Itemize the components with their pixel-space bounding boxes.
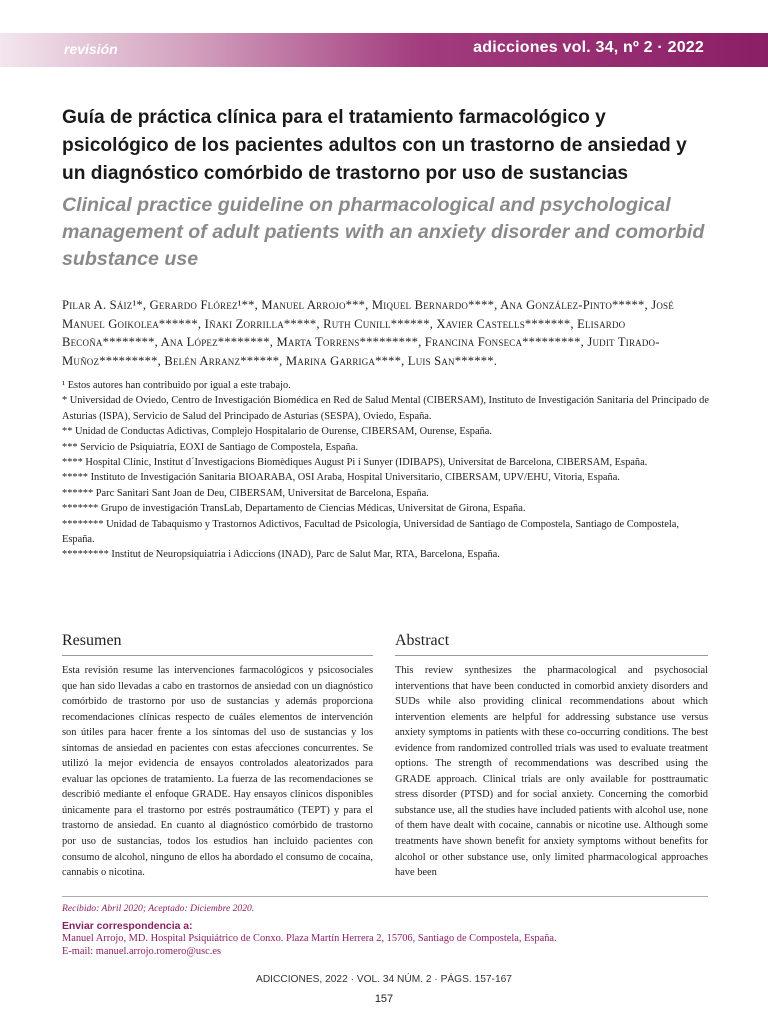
affiliation-item: * Universidad de Oviedo, Centro de Investigación Biomédica en Red de Salud Mental (CIBERSAM), Instituto de Investigación Sanitaria del Principado de Asturias (ISPA), Servicio de Salud del Principado de Asturias (SESPA), Oviedo, España.	[62, 395, 709, 422]
author-list: Pilar A. Sáiz¹*, Gerardo Flórez¹**, Manuel Arrojo***, Miquel Bernardo****, Ana González-Pinto*****, José Manuel Goikolea******, Iñaki Zorrilla*****, Ruth Cunill******, Xavier Castells*******, Elisardo Becoña********, Ana López********, Marta Torrens*********, Francina Fonseca*********, Judit Tirado-Muñoz*********, Belén Arranz******, Marina Garriga****, Luis San******.	[62, 298, 674, 368]
affiliation-item: ********* Institut de Neuropsiquiatria i Adiccions (INAD), Parc de Salut Mar, RTA, Barcelona, España.	[62, 549, 500, 561]
header-band	[0, 33, 768, 67]
footer-citation: ADICCIONES, 2022 · VOL. 34 NÚM. 2 · PÁGS. 157-167	[256, 974, 512, 985]
page-number: 157	[374, 993, 394, 1005]
abstract-rule	[395, 655, 708, 656]
resumen-heading: Resumen	[62, 632, 122, 649]
title-spanish: Guía de práctica clínica para el tratamiento farmacológico y psicológico de los pacientes adultos con un trastorno de ansiedad y un diagnóstico comórbido de trastorno por uso de sustancias	[62, 107, 687, 184]
resumen-rule	[62, 655, 373, 656]
affiliation-item: ******** Unidad de Tabaquismo y Trastornos Adictivos, Facultad de Psicología, Universidad de Santiago de Compostela, Santiago de Compostela, España.	[62, 518, 679, 546]
affiliation-item: ** Unidad de Conductas Adictivas, Complejo Hospitalario de Ourense, CIBERSAM, Ourense, España.	[62, 426, 492, 438]
affiliation-item: ******* Grupo de investigación TransLab, Departamento de Ciencias Médicas, Universitat de Girona, España.	[62, 503, 526, 515]
correspondence-email[interactable]: E-mail: manuel.arrojo.romero@usc.es	[62, 945, 222, 957]
affiliations	[62, 378, 710, 563]
affiliation-item: ****** Parc Sanitari Sant Joan de Deu, CIBERSAM, Universitat de Barcelona, España.	[62, 487, 429, 499]
affiliation-item: **** Hospital Clínic, Institut d´Investigacions Biomèdiques August Pi i Sunyer (IDIBAPS), Universitat de Barcelona, CIBERSAM, España.	[62, 457, 648, 469]
correspondence-address: Manuel Arrojo, MD. Hospital Psiquiátrico de Conxo. Plaza Martín Herrera 2, 15706, Santiago de Compostela, España.	[62, 933, 557, 945]
abstract-text: This review synthesizes the pharmacological and psychosocial interventions that have been conducted in comorbid anxiety disorders and SUDs while also providing clinical recommendations about which intervention elements are helpful for addressing substance use versus anxiety symptoms in patients with these co-occurring conditions. The best evidence from randomized controlled trials was used to evaluate treatment options. The strength of recommendations was described using the GRADE approach. Clinical trials are only available for posttraumatic stress disorder (PTSD) and for social anxiety. Concerning the comorbid substance use, all the studies have included patients with alcohol use, none of them have dealt with cocaine, cannabis or nicotine use. Although some treatments have shown benefit for anxiety symptoms without benefits for alcohol or other substance use, only limited pharmacological approaches have been	[395, 665, 708, 879]
correspondence-block	[62, 921, 712, 958]
journal-label: adicciones vol. 34, nº 2 · 2022	[473, 39, 704, 56]
abstract-heading: Abstract	[395, 632, 450, 649]
received-dates: Recibido: Abril 2020; Aceptado: Diciembre 2020.	[62, 903, 255, 914]
affiliation-item: *** Servicio de Psiquiatría, EOXI de Santiago de Compostela, España.	[62, 441, 359, 453]
correspondence-heading: Enviar correspondencia a:	[62, 921, 193, 932]
affiliation-item: ¹ Estos autores han contribuido por igual a este trabajo.	[62, 380, 291, 391]
resumen-text: Esta revisión resume las intervenciones farmacológicos y psicosociales que han sido llevadas a cabo en trastornos de ansiedad con un diagnóstico comórbido de trastorno por uso de sustancias y además proporciona recomendaciones clínicas respecto de cuáles elementos de intervención son útiles para hacer frente a los síntomas del uso de sustancias y los síntomas de ansiedad en pacientes con estas afecciones concurrentes. Se utilizó la mejor evidencia de ensayos controlados aleatorizados para evaluar las opciones de tratamiento. La fuerza de las recomendaciones se describió mediante el enfoque GRADE. Hay ensayos clínicos disponibles únicamente para el trastorno por estrés postraumático (TEPT) y para el trastorno de ansiedad. En cuanto al diagnóstico comórbido de trastorno por uso de sustancias, todos los estudios han incluido pacientes con consumo de alcohol, ninguno de ellos ha abordado el consumo de cocaína, cannabis o nicotina.	[62, 665, 373, 879]
section-label: revisión	[64, 41, 118, 57]
title-english: Clinical practice guideline on pharmacological and psychological management of adult patients with an anxiety disorder and comorbid substance use	[62, 194, 705, 270]
affiliation-item: ***** Instituto de Investigación Sanitaria BIOARABA, OSI Araba, Hospital Universitario, CIBERSAM, UPV/EHU, Vitoria, España.	[62, 472, 620, 484]
footer-rule	[62, 896, 708, 897]
